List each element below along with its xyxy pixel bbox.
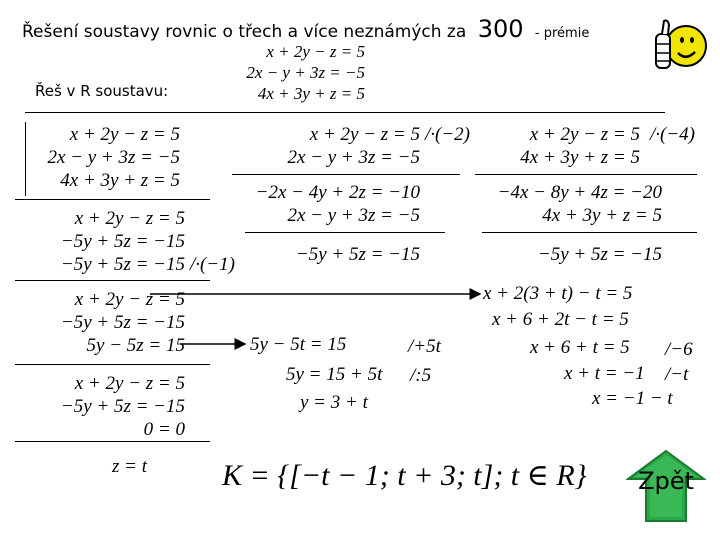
z-parameter: z = t (112, 456, 147, 477)
x-solve-op-3: /−6 (665, 339, 693, 360)
col3-divider (475, 174, 697, 175)
system-row-3: 4x + 3y + z = 5 (257, 84, 365, 103)
step1-row-1: x + 2y − z = 5 (69, 124, 180, 145)
col3-divider (482, 232, 697, 233)
system-row-2: 2x − y + 3z = −5 (246, 63, 365, 82)
step3-row-3: 5y − 5z = 15 (86, 335, 185, 356)
step3-row-2: −5y + 5z = −15 (60, 312, 185, 333)
y-solve-op-1: /+5t (408, 336, 441, 357)
prompt-label: Řeš v R soustavu: (35, 82, 169, 100)
step2-row-1: x + 2y − z = 5 (74, 208, 185, 229)
y-solve-op-2: /:5 (410, 365, 432, 386)
col3-sum-block (470, 181, 662, 227)
col2-row-3: −2x − 4y + 2z = −10 (255, 182, 420, 203)
col2-sum-block (225, 181, 420, 227)
step2-row-3: −5y + 5z = −15 (60, 254, 185, 275)
col2-row-2: 2x − y + 3z = −5 (287, 147, 420, 168)
step1-block (20, 123, 180, 192)
x-solve-row-5: x = −1 − t (592, 388, 673, 409)
title-text: Řešení soustavy rovnic o třech a více neznámých za (22, 22, 467, 42)
y-solve-row-2: 5y = 15 + 5t (286, 364, 383, 385)
back-button-label: Zpět (638, 467, 694, 495)
x-solve-op-4: /−t (665, 364, 689, 385)
step1-row-2: 2x − y + 3z = −5 (47, 147, 180, 168)
col2-divider (245, 232, 445, 233)
page-title (22, 15, 589, 43)
col3-row-4: 4x + 3y + z = 5 (542, 205, 662, 226)
col2-row-4: 2x − y + 3z = −5 (287, 205, 420, 226)
step-divider (15, 280, 210, 281)
system-row-1: x + 2y − z = 5 (266, 42, 365, 61)
col3-row-2: 4x + 3y + z = 5 (520, 147, 640, 168)
bonus-label: - prémie (534, 26, 590, 41)
col3-row-3: −4x − 8y + 4z = −20 (497, 182, 662, 203)
col2-row-1: x + 2y − z = 5 (309, 124, 420, 145)
step4-row-3: 0 = 0 (143, 419, 185, 440)
step2-row-2: −5y + 5z = −15 (60, 231, 185, 252)
x-solve-row-1: x + 2(3 + t) − t = 5 (483, 283, 633, 304)
back-button[interactable] (626, 449, 706, 523)
col3-block (470, 123, 640, 169)
thumbs-up-smiley-icon (652, 16, 708, 74)
original-system (215, 41, 365, 104)
step4-block (20, 372, 185, 441)
step1-row-3: 4x + 3y + z = 5 (60, 170, 180, 191)
points-value: 300 (477, 15, 524, 43)
step4-row-1: x + 2y − z = 5 (74, 373, 185, 394)
y-solve-row-3: y = 3 + t (300, 392, 368, 413)
x-solve-row-2: x + 6 + 2t − t = 5 (492, 309, 629, 330)
col3-operation: /·(−4) (650, 124, 696, 145)
step3-row-1: x + 2y − z = 5 (74, 289, 185, 310)
step2-operation: /·(−1) (190, 254, 236, 275)
step-divider (15, 441, 210, 442)
col2-block (225, 123, 420, 169)
header-divider (25, 112, 665, 113)
step-divider (15, 364, 210, 365)
y-solve-row-1: 5y − 5t = 15 (250, 334, 347, 355)
solution-set: K = {[−t − 1; t + 3; t]; t ∈ R} (222, 459, 587, 492)
col2-divider (232, 174, 460, 175)
x-solve-row-3: x + 6 + t = 5 (530, 337, 630, 358)
col2-operation: /·(−2) (425, 124, 471, 145)
x-solve-row-4: x + t = −1 (564, 363, 645, 384)
col3-result: −5y + 5z = −15 (537, 244, 662, 265)
step-divider (15, 199, 210, 200)
col2-result: −5y + 5z = −15 (295, 244, 420, 265)
col3-row-1: x + 2y − z = 5 (529, 124, 640, 145)
step2-block (20, 207, 185, 276)
step4-row-2: −5y + 5z = −15 (60, 396, 185, 417)
